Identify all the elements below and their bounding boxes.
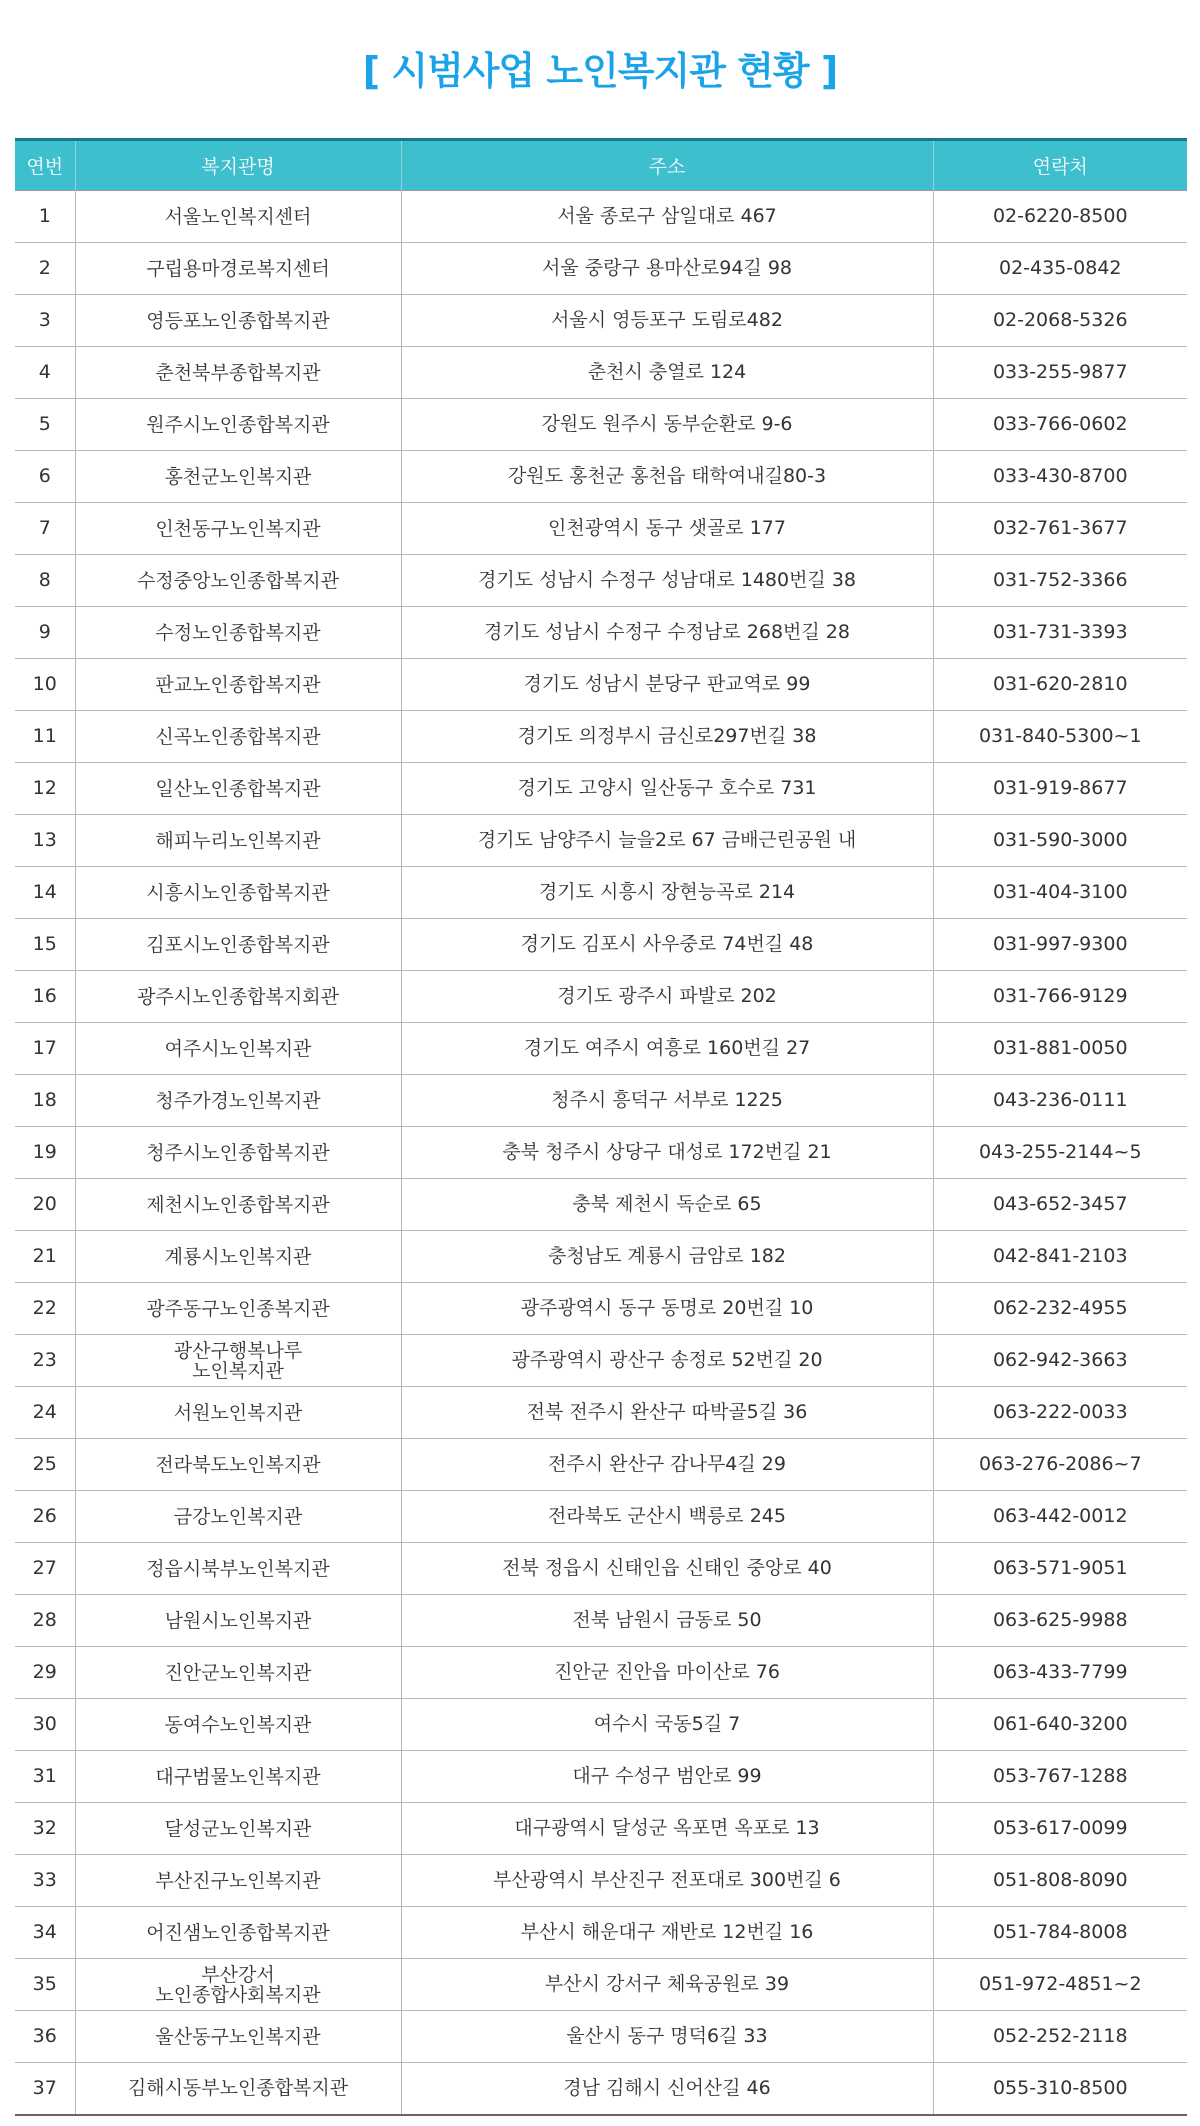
table-row <box>15 2063 1187 2115</box>
cell-phone: 02-435-0842 <box>933 243 1187 295</box>
cell-number: 6 <box>15 451 75 503</box>
cell-phone: 063-433-7799 <box>933 1647 1187 1699</box>
table-row <box>15 1855 1187 1907</box>
table-row <box>15 243 1187 295</box>
cell-facility-name: 청주가경노인복지관 <box>75 1075 401 1127</box>
cell-facility-name: 구립용마경로복지센터 <box>75 243 401 295</box>
cell-phone: 063-276-2086~7 <box>933 1439 1187 1491</box>
cell-number: 23 <box>15 1335 75 1387</box>
cell-number: 21 <box>15 1231 75 1283</box>
table-row <box>15 347 1187 399</box>
cell-number: 29 <box>15 1647 75 1699</box>
cell-number: 3 <box>15 295 75 347</box>
cell-facility-name: 수정노인종합복지관 <box>75 607 401 659</box>
cell-phone: 031-840-5300~1 <box>933 711 1187 763</box>
cell-facility-name: 진안군노인복지관 <box>75 1647 401 1699</box>
cell-number: 1 <box>15 191 75 243</box>
table-row <box>15 1803 1187 1855</box>
table-row <box>15 763 1187 815</box>
cell-number: 33 <box>15 1855 75 1907</box>
cell-phone: 02-6220-8500 <box>933 191 1187 243</box>
cell-address: 충북 청주시 상당구 대성로 172번길 21 <box>401 1127 933 1179</box>
cell-facility-name: 정읍시북부노인복지관 <box>75 1543 401 1595</box>
table-row <box>15 1387 1187 1439</box>
cell-address: 부산시 강서구 체육공원로 39 <box>401 1959 933 2011</box>
table-row <box>15 1023 1187 1075</box>
cell-facility-name: 울산동구노인복지관 <box>75 2011 401 2063</box>
cell-number: 17 <box>15 1023 75 1075</box>
cell-number: 20 <box>15 1179 75 1231</box>
cell-phone: 031-590-3000 <box>933 815 1187 867</box>
table-row <box>15 1335 1187 1387</box>
cell-facility-name: 시흥시노인종합복지관 <box>75 867 401 919</box>
table-row <box>15 555 1187 607</box>
cell-number: 18 <box>15 1075 75 1127</box>
table-body <box>15 191 1187 2115</box>
facility-table-container <box>15 138 1187 2116</box>
cell-number: 14 <box>15 867 75 919</box>
cell-number: 7 <box>15 503 75 555</box>
table-row <box>15 1595 1187 1647</box>
cell-facility-name: 서울노인복지센터 <box>75 191 401 243</box>
cell-phone: 033-430-8700 <box>933 451 1187 503</box>
table-row <box>15 451 1187 503</box>
cell-phone: 033-766-0602 <box>933 399 1187 451</box>
cell-phone: 061-640-3200 <box>933 1699 1187 1751</box>
table-row <box>15 1491 1187 1543</box>
cell-address: 경기도 성남시 수정구 성남대로 1480번길 38 <box>401 555 933 607</box>
cell-address: 청주시 흥덕구 서부로 1225 <box>401 1075 933 1127</box>
cell-phone: 063-222-0033 <box>933 1387 1187 1439</box>
cell-phone: 052-252-2118 <box>933 2011 1187 2063</box>
table-row <box>15 1231 1187 1283</box>
cell-phone: 031-752-3366 <box>933 555 1187 607</box>
cell-address: 경기도 광주시 파발로 202 <box>401 971 933 1023</box>
cell-address: 전라북도 군산시 백릉로 245 <box>401 1491 933 1543</box>
cell-number: 9 <box>15 607 75 659</box>
header-facility-name: 복지관명 <box>75 140 401 191</box>
cell-facility-name: 신곡노인종합복지관 <box>75 711 401 763</box>
cell-number: 32 <box>15 1803 75 1855</box>
cell-facility-name: 춘천북부종합복지관 <box>75 347 401 399</box>
cell-phone: 031-919-8677 <box>933 763 1187 815</box>
cell-phone: 02-2068-5326 <box>933 295 1187 347</box>
cell-facility-name: 계룡시노인복지관 <box>75 1231 401 1283</box>
cell-phone: 031-881-0050 <box>933 1023 1187 1075</box>
cell-phone: 031-731-3393 <box>933 607 1187 659</box>
cell-number: 28 <box>15 1595 75 1647</box>
cell-address: 부산시 해운대구 재반로 12번길 16 <box>401 1907 933 1959</box>
cell-facility-name: 일산노인종합복지관 <box>75 763 401 815</box>
cell-facility-name: 홍천군노인복지관 <box>75 451 401 503</box>
cell-number: 24 <box>15 1387 75 1439</box>
header-address: 주소 <box>401 140 933 191</box>
cell-phone: 031-997-9300 <box>933 919 1187 971</box>
cell-address: 울산시 동구 명덕6길 33 <box>401 2011 933 2063</box>
cell-number: 27 <box>15 1543 75 1595</box>
cell-number: 35 <box>15 1959 75 2011</box>
cell-number: 15 <box>15 919 75 971</box>
cell-number: 25 <box>15 1439 75 1491</box>
header-phone: 연락처 <box>933 140 1187 191</box>
cell-facility-name: 수정중앙노인종합복지관 <box>75 555 401 607</box>
cell-address: 경기도 성남시 분당구 판교역로 99 <box>401 659 933 711</box>
cell-address: 경기도 시흥시 장현능곡로 214 <box>401 867 933 919</box>
table-row <box>15 659 1187 711</box>
cell-phone: 062-942-3663 <box>933 1335 1187 1387</box>
cell-phone: 055-310-8500 <box>933 2063 1187 2115</box>
cell-address: 전북 정읍시 신태인읍 신태인 중앙로 40 <box>401 1543 933 1595</box>
cell-phone: 063-571-9051 <box>933 1543 1187 1595</box>
cell-facility-name: 판교노인종합복지관 <box>75 659 401 711</box>
cell-address: 인천광역시 동구 샛골로 177 <box>401 503 933 555</box>
cell-address: 충청남도 계룡시 금암로 182 <box>401 1231 933 1283</box>
table-row <box>15 711 1187 763</box>
cell-facility-name: 인천동구노인복지관 <box>75 503 401 555</box>
table-row <box>15 1751 1187 1803</box>
cell-number: 8 <box>15 555 75 607</box>
table-row <box>15 1699 1187 1751</box>
cell-address: 서울시 영등포구 도림로482 <box>401 295 933 347</box>
cell-number: 5 <box>15 399 75 451</box>
cell-number: 16 <box>15 971 75 1023</box>
cell-number: 34 <box>15 1907 75 1959</box>
table-row <box>15 607 1187 659</box>
cell-address: 여수시 국동5길 7 <box>401 1699 933 1751</box>
cell-phone: 031-766-9129 <box>933 971 1187 1023</box>
cell-facility-name: 광주동구노인종복지관 <box>75 1283 401 1335</box>
cell-address: 충북 제천시 독순로 65 <box>401 1179 933 1231</box>
cell-number: 37 <box>15 2063 75 2115</box>
cell-phone: 043-255-2144~5 <box>933 1127 1187 1179</box>
cell-facility-name: 해피누리노인복지관 <box>75 815 401 867</box>
cell-facility-name: 동여수노인복지관 <box>75 1699 401 1751</box>
table-row <box>15 919 1187 971</box>
page-title: [ 시범사업 노인복지관 현황 ] <box>362 49 838 93</box>
cell-phone: 051-784-8008 <box>933 1907 1187 1959</box>
cell-address: 춘천시 충열로 124 <box>401 347 933 399</box>
cell-number: 36 <box>15 2011 75 2063</box>
cell-address: 경기도 남양주시 늘을2로 67 금배근린공원 내 <box>401 815 933 867</box>
cell-number: 22 <box>15 1283 75 1335</box>
table-row <box>15 815 1187 867</box>
cell-address: 서울 중랑구 용마산로94길 98 <box>401 243 933 295</box>
cell-facility-name: 김포시노인종합복지관 <box>75 919 401 971</box>
cell-phone: 051-808-8090 <box>933 1855 1187 1907</box>
table-row <box>15 1439 1187 1491</box>
table-row <box>15 503 1187 555</box>
table-row <box>15 191 1187 243</box>
cell-phone: 043-236-0111 <box>933 1075 1187 1127</box>
cell-number: 30 <box>15 1699 75 1751</box>
cell-number: 2 <box>15 243 75 295</box>
cell-phone: 053-767-1288 <box>933 1751 1187 1803</box>
cell-address: 전북 전주시 완산구 따박골5길 36 <box>401 1387 933 1439</box>
cell-address: 경기도 김포시 사우중로 74번길 48 <box>401 919 933 971</box>
table-row <box>15 1959 1187 2011</box>
cell-address: 광주광역시 광산구 송정로 52번길 20 <box>401 1335 933 1387</box>
cell-facility-name: 대구범물노인복지관 <box>75 1751 401 1803</box>
table-row <box>15 1907 1187 1959</box>
cell-facility-name: 서원노인복지관 <box>75 1387 401 1439</box>
cell-number: 4 <box>15 347 75 399</box>
cell-address: 대구광역시 달성군 옥포면 옥포로 13 <box>401 1803 933 1855</box>
cell-address: 강원도 원주시 동부순환로 9-6 <box>401 399 933 451</box>
cell-facility-name: 제천시노인종합복지관 <box>75 1179 401 1231</box>
cell-address: 전주시 완산구 감나무4길 29 <box>401 1439 933 1491</box>
cell-address: 경남 김해시 신어산길 46 <box>401 2063 933 2115</box>
cell-facility-name: 여주시노인복지관 <box>75 1023 401 1075</box>
cell-number: 31 <box>15 1751 75 1803</box>
cell-address: 전북 남원시 금동로 50 <box>401 1595 933 1647</box>
cell-number: 13 <box>15 815 75 867</box>
cell-address: 경기도 여주시 여흥로 160번길 27 <box>401 1023 933 1075</box>
table-row <box>15 295 1187 347</box>
cell-facility-name: 원주시노인종합복지관 <box>75 399 401 451</box>
table-row <box>15 2011 1187 2063</box>
facility-table <box>15 138 1187 2116</box>
cell-phone: 062-232-4955 <box>933 1283 1187 1335</box>
cell-phone: 031-404-3100 <box>933 867 1187 919</box>
table-row <box>15 1543 1187 1595</box>
cell-facility-name: 김해시동부노인종합복지관 <box>75 2063 401 2115</box>
cell-facility-name: 청주시노인종합복지관 <box>75 1127 401 1179</box>
header-number: 연번 <box>15 140 75 191</box>
cell-phone: 031-620-2810 <box>933 659 1187 711</box>
cell-facility-name: 달성군노인복지관 <box>75 1803 401 1855</box>
cell-phone: 051-972-4851~2 <box>933 1959 1187 2011</box>
cell-phone: 063-442-0012 <box>933 1491 1187 1543</box>
cell-phone: 063-625-9988 <box>933 1595 1187 1647</box>
cell-number: 10 <box>15 659 75 711</box>
cell-phone: 032-761-3677 <box>933 503 1187 555</box>
cell-facility-name: 금강노인복지관 <box>75 1491 401 1543</box>
cell-facility-name: 영등포노인종합복지관 <box>75 295 401 347</box>
cell-address: 광주광역시 동구 동명로 20번길 10 <box>401 1283 933 1335</box>
cell-address: 서울 종로구 삼일대로 467 <box>401 191 933 243</box>
table-row <box>15 1179 1187 1231</box>
cell-address: 경기도 성남시 수정구 수정남로 268번길 28 <box>401 607 933 659</box>
cell-address: 대구 수성구 범안로 99 <box>401 1751 933 1803</box>
cell-phone: 042-841-2103 <box>933 1231 1187 1283</box>
cell-number: 26 <box>15 1491 75 1543</box>
cell-facility-name: 어진샘노인종합복지관 <box>75 1907 401 1959</box>
cell-address: 경기도 고양시 일산동구 호수로 731 <box>401 763 933 815</box>
table-row <box>15 1283 1187 1335</box>
cell-number: 11 <box>15 711 75 763</box>
table-row <box>15 971 1187 1023</box>
cell-facility-name: 전라북도노인복지관 <box>75 1439 401 1491</box>
cell-address: 진안군 진안읍 마이산로 76 <box>401 1647 933 1699</box>
table-row <box>15 1075 1187 1127</box>
table-row <box>15 1647 1187 1699</box>
cell-address: 부산광역시 부산진구 전포대로 300번길 6 <box>401 1855 933 1907</box>
cell-facility-name: 부산강서 노인종합사회복지관 <box>75 1959 401 2011</box>
cell-facility-name: 광산구행복나루 노인복지관 <box>75 1335 401 1387</box>
cell-facility-name: 광주시노인종합복지회관 <box>75 971 401 1023</box>
table-row <box>15 1127 1187 1179</box>
cell-facility-name: 남원시노인복지관 <box>75 1595 401 1647</box>
cell-phone: 053-617-0099 <box>933 1803 1187 1855</box>
cell-phone: 043-652-3457 <box>933 1179 1187 1231</box>
cell-address: 강원도 홍천군 홍천읍 태학여내길80-3 <box>401 451 933 503</box>
cell-number: 12 <box>15 763 75 815</box>
cell-phone: 033-255-9877 <box>933 347 1187 399</box>
table-row <box>15 399 1187 451</box>
cell-address: 경기도 의정부시 금신로297번길 38 <box>401 711 933 763</box>
header-row <box>15 140 1187 191</box>
cell-facility-name: 부산진구노인복지관 <box>75 1855 401 1907</box>
table-row <box>15 867 1187 919</box>
table-header <box>15 140 1187 191</box>
cell-number: 19 <box>15 1127 75 1179</box>
